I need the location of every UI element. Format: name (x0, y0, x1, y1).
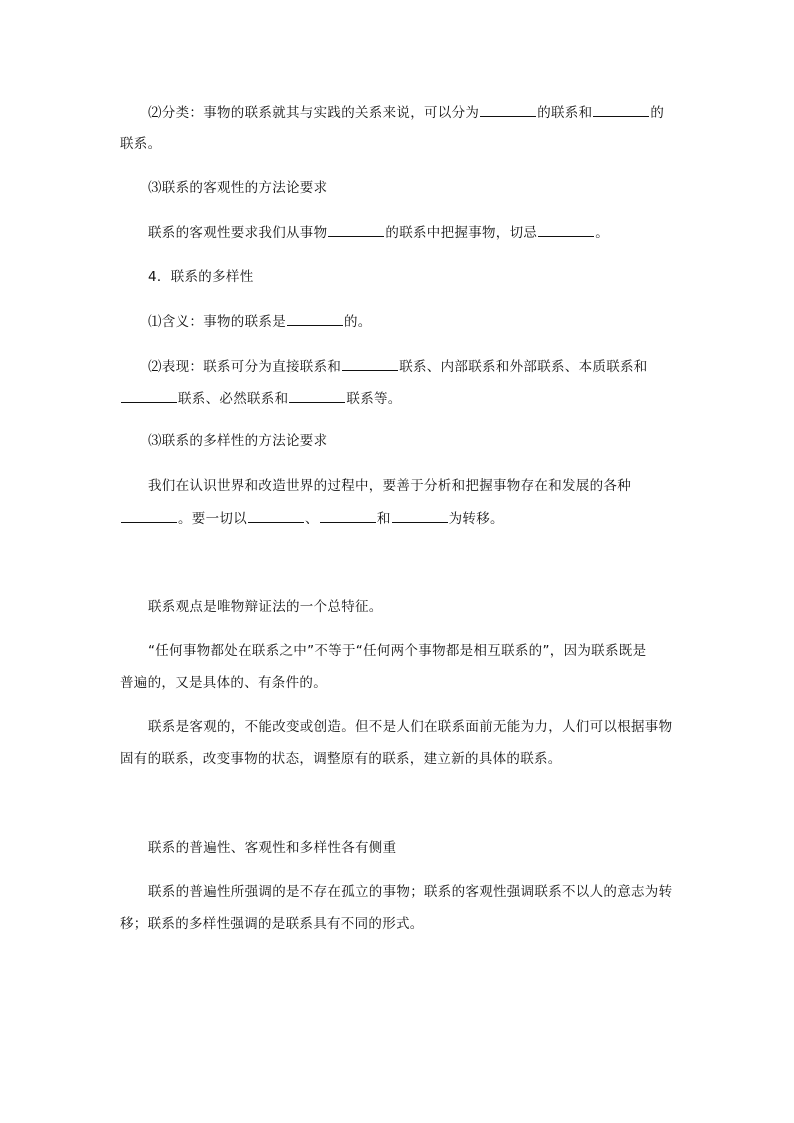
text: 我们在认识世界和改造世界的过程中，要善于分析和把握事物存在和发展的各种 (148, 478, 631, 494)
fill-blank[interactable] (480, 102, 536, 117)
text: 4．联系的多样性 (148, 269, 254, 285)
paragraph-diversity-forms-cont (120, 388, 402, 409)
fill-blank[interactable] (392, 508, 448, 523)
text: 的联系和 (537, 105, 593, 121)
text: 的。 (344, 314, 372, 330)
text: 联系的客观性要求我们从事物 (148, 225, 328, 241)
note-general-feature (148, 597, 383, 617)
fill-blank[interactable] (538, 222, 594, 237)
text: 。 (595, 225, 610, 241)
text: 联系是客观的，不能改变或创造。但不是人们在联系面前无能为力，人们可以根据事物 (148, 719, 673, 735)
fill-blank[interactable] (287, 311, 343, 326)
heading-diversity (148, 267, 254, 287)
text: 联系、内部联系和外部联系、本质联系和 (399, 359, 648, 375)
paragraph-diversity-method-cont (120, 508, 504, 529)
text: 普遍的，又是具体的、有条件的。 (120, 675, 327, 691)
note-objective-connection (148, 717, 672, 737)
note-emphasis-heading (148, 838, 396, 858)
text: 联系的普遍性所强调的是不存在孤立的事物；联系的客观性强调联系不以人的意志为转 (148, 884, 673, 900)
paragraph-classification-cont (120, 134, 161, 154)
text: 为转移。 (448, 511, 504, 527)
fill-blank[interactable] (121, 508, 177, 523)
paragraph-classification (148, 102, 664, 123)
text: 联系。 (120, 136, 162, 152)
text: ⑵表现：联系可分为直接联系和 (148, 359, 342, 375)
paragraph-objectivity (148, 222, 609, 243)
note-universal-connection-cont (120, 673, 327, 693)
note-emphasis-cont (120, 914, 424, 934)
note-emphasis (148, 882, 672, 902)
text: ⑵分类：事物的联系就其与实践的关系来说，可以分为 (148, 105, 480, 121)
text: ⑴含义：事物的联系是 (148, 314, 286, 330)
note-universal-connection (148, 641, 646, 661)
text: 的联系中把握事物，切忌 (385, 225, 538, 241)
fill-blank[interactable] (328, 222, 384, 237)
fill-blank[interactable] (121, 388, 177, 403)
text: 联系观点是唯物辩证法的一个总特征。 (148, 599, 383, 615)
note-objective-connection-cont (120, 749, 562, 769)
text: ⑶联系的多样性的方法论要求 (148, 433, 328, 449)
paragraph-diversity-forms (148, 356, 648, 377)
fill-blank[interactable] (320, 508, 376, 523)
fill-blank[interactable] (289, 388, 345, 403)
heading-objectivity-method (148, 178, 327, 198)
paragraph-diversity-meaning (148, 311, 372, 332)
text: 的 (650, 105, 665, 121)
paragraph-diversity-method (148, 476, 631, 496)
text: 和 (376, 511, 391, 527)
heading-diversity-method (148, 431, 327, 451)
fill-blank[interactable] (248, 508, 304, 523)
fill-blank[interactable] (342, 356, 398, 371)
text: 移；联系的多样性强调的是联系具有不同的形式。 (120, 916, 424, 932)
text: 、 (305, 511, 319, 527)
text: 联系等。 (346, 391, 402, 407)
text: 联系、必然联系和 (178, 391, 289, 407)
text: ⑶联系的客观性的方法论要求 (148, 180, 328, 196)
text: 固有的联系，改变事物的状态，调整原有的联系，建立新的具体的联系。 (120, 751, 562, 767)
text: 。要一切以 (178, 511, 247, 527)
text: “任何事物都处在联系之中”不等于“任何两个事物都是相互联系的”，因为联系既是 (148, 643, 647, 659)
text: 联系的普遍性、客观性和多样性各有侧重 (148, 840, 397, 856)
fill-blank[interactable] (593, 102, 649, 117)
